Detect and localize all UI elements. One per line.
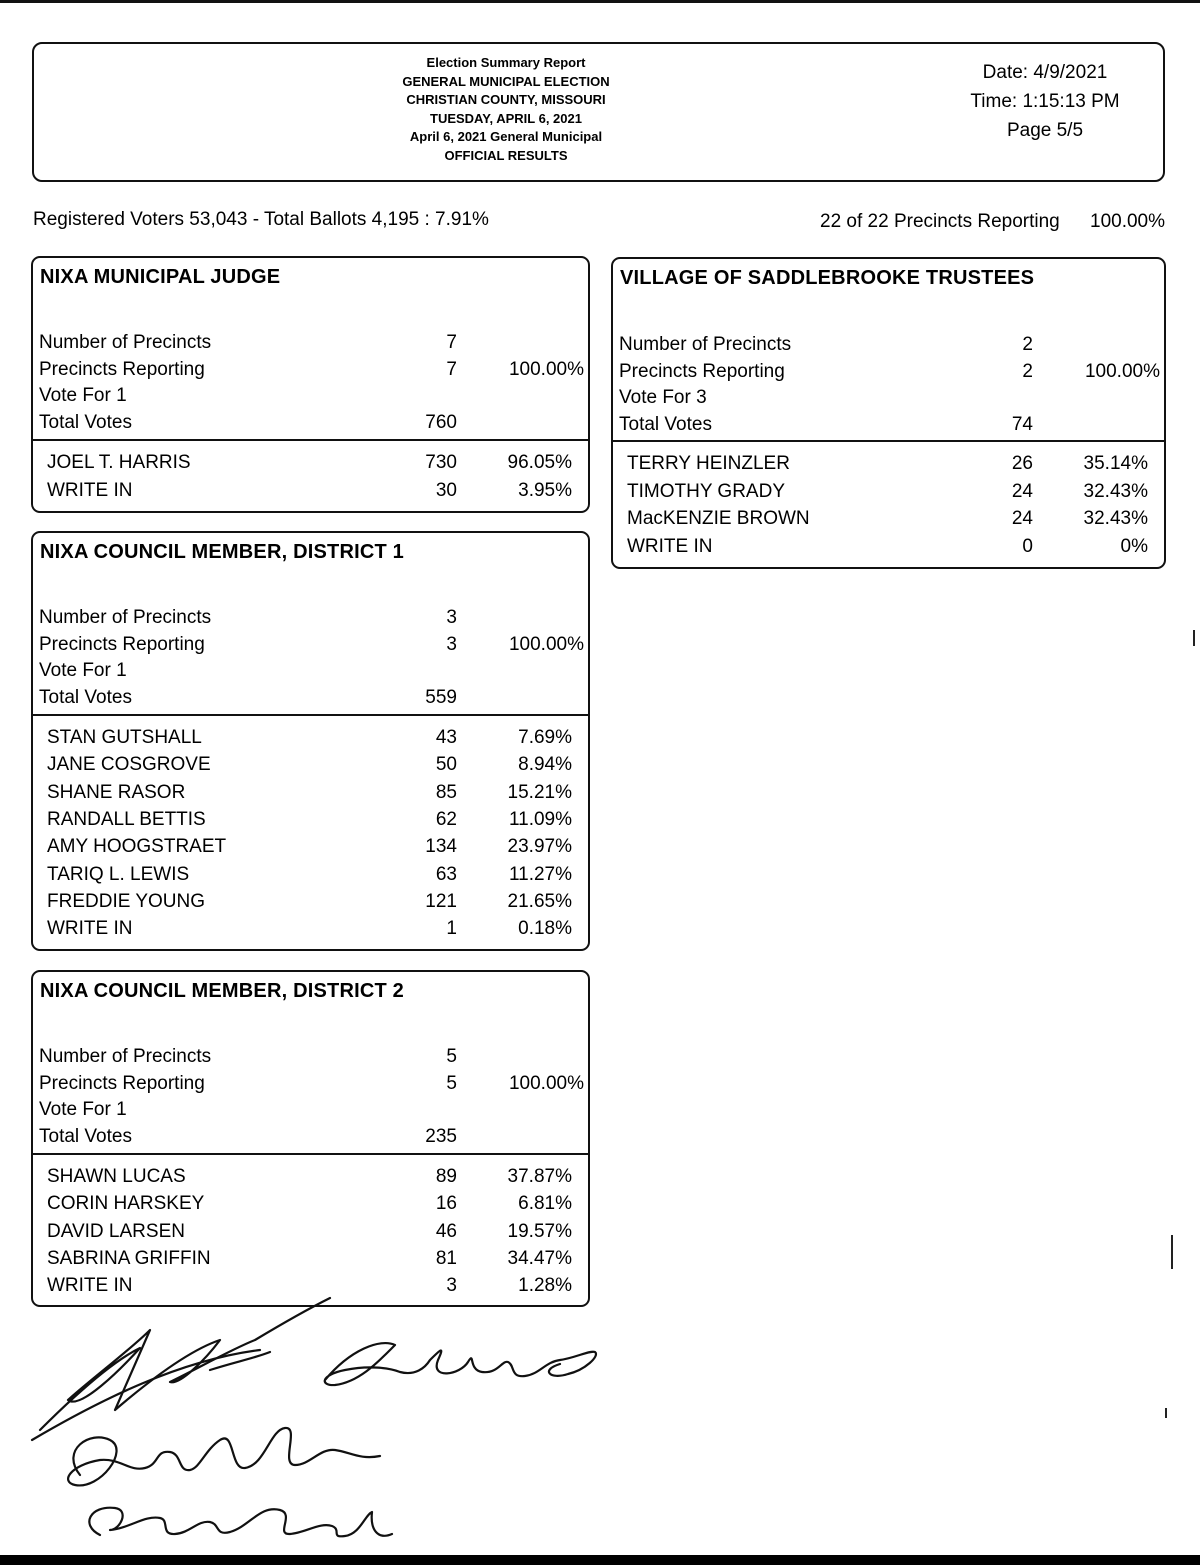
precincts-reporting-summary xyxy=(820,211,1166,233)
candidate-name: DAVID LARSEN xyxy=(47,1220,185,1242)
candidate-percent: 15.21% xyxy=(507,781,572,803)
meta-value: 2 xyxy=(1022,360,1033,382)
candidate-percent: 34.47% xyxy=(507,1247,572,1269)
candidate-percent: 7.69% xyxy=(518,727,572,748)
race-meta-row xyxy=(33,657,588,684)
candidate-name: SHANE RASOR xyxy=(47,781,186,803)
candidate-percent: 6.81% xyxy=(518,1193,572,1215)
race-title: NIXA COUNCIL MEMBER, DISTRICT 1 xyxy=(40,541,404,563)
header-line: GENERAL MUNICIPAL ELECTION xyxy=(402,73,610,89)
race-meta-row xyxy=(33,1070,588,1097)
candidate-name: SABRINA GRIFFIN xyxy=(47,1247,211,1269)
top-border-line xyxy=(0,0,1200,3)
meta-value: 760 xyxy=(425,411,457,433)
candidate-votes: 50 xyxy=(435,754,457,776)
race-divider xyxy=(33,714,588,716)
candidate-percent: 0.18% xyxy=(518,918,572,940)
header-line: April 6, 2021 General Municipal xyxy=(409,129,603,144)
candidate-percent: 23.97% xyxy=(507,836,572,858)
candidate-name: TARIQ L. LEWIS xyxy=(47,863,190,885)
race-title: NIXA MUNICIPAL JUDGE xyxy=(40,266,281,288)
meta-label: Total Votes xyxy=(619,413,712,435)
candidate-row xyxy=(613,533,1164,560)
meta-value: 5 xyxy=(446,1072,457,1094)
race-meta-row xyxy=(33,684,588,711)
candidate-votes: 85 xyxy=(435,781,457,803)
margin-mark xyxy=(1193,630,1195,646)
race-meta-row xyxy=(613,358,1164,385)
meta-label: Precincts Reporting xyxy=(39,1072,205,1094)
candidate-name: MacKENZIE BROWN xyxy=(627,508,810,529)
candidate-votes: 0 xyxy=(1022,535,1033,557)
candidate-votes: 46 xyxy=(435,1220,457,1242)
candidate-name: WRITE IN xyxy=(47,479,133,501)
race-title: NIXA COUNCIL MEMBER, DISTRICT 2 xyxy=(40,980,404,1002)
report-date: Date: 4/9/2021 xyxy=(982,62,1108,83)
header-line: CHRISTIAN COUNTY, MISSOURI xyxy=(406,92,606,107)
race-nixa-municipal-judge xyxy=(31,256,590,513)
candidate-votes: 1 xyxy=(446,918,457,940)
meta-value: 7 xyxy=(446,358,457,380)
candidate-row xyxy=(33,477,588,504)
race-meta-row xyxy=(33,382,588,409)
margin-mark xyxy=(1165,1408,1167,1418)
candidate-votes: 134 xyxy=(425,836,457,858)
candidate-name: RANDALL BETTIS xyxy=(47,808,206,830)
meta-label: Vote For 1 xyxy=(39,385,127,406)
header-line: TUESDAY, APRIL 6, 2021 xyxy=(430,110,582,126)
candidate-percent: 35.14% xyxy=(1083,453,1148,474)
candidate-row xyxy=(33,1190,588,1217)
header-line: Election Summary Report xyxy=(426,55,586,70)
race-meta-row xyxy=(33,604,588,631)
meta-percent: 100.00% xyxy=(508,1072,584,1094)
candidate-row xyxy=(33,861,588,888)
candidate-percent: 32.43% xyxy=(1083,480,1148,502)
candidate-name: WRITE IN xyxy=(47,1275,133,1297)
meta-label: Number of Precincts xyxy=(39,332,212,353)
header-line: OFFICIAL RESULTS xyxy=(444,147,568,163)
meta-label: Precincts Reporting xyxy=(39,358,205,380)
handwritten-signatures-icon xyxy=(20,1290,640,1550)
candidate-name: TERRY HEINZLER xyxy=(627,453,790,474)
candidate-percent: 8.94% xyxy=(518,754,572,776)
meta-label: Vote For 1 xyxy=(39,1099,127,1120)
candidate-row xyxy=(33,806,588,833)
candidate-votes: 81 xyxy=(435,1247,457,1269)
candidate-name: WRITE IN xyxy=(627,535,713,557)
candidate-percent: 37.87% xyxy=(507,1166,572,1187)
candidate-row xyxy=(33,915,588,942)
meta-label: Number of Precincts xyxy=(39,1046,212,1067)
meta-percent: 100.00% xyxy=(508,633,584,655)
candidate-name: AMY HOOGSTRAET xyxy=(47,836,227,858)
candidate-row xyxy=(33,833,588,860)
race-meta-row xyxy=(33,631,588,658)
margin-mark xyxy=(1171,1235,1173,1269)
candidate-votes: 63 xyxy=(435,863,457,885)
meta-value: 3 xyxy=(446,633,457,655)
candidate-votes: 16 xyxy=(435,1193,457,1215)
race-nixa-council-district-2 xyxy=(31,970,590,1307)
race-meta-row xyxy=(613,411,1164,438)
candidate-percent: 3.95% xyxy=(518,479,572,501)
meta-value: 3 xyxy=(446,607,457,628)
race-meta-row xyxy=(613,384,1164,411)
candidate-votes: 730 xyxy=(425,452,457,473)
candidate-percent: 19.57% xyxy=(507,1220,572,1242)
meta-value: 2 xyxy=(1022,334,1033,355)
candidate-row xyxy=(613,450,1164,477)
candidate-percent: 11.27% xyxy=(508,863,572,885)
meta-label: Precincts Reporting xyxy=(619,360,785,382)
meta-label: Number of Precincts xyxy=(39,607,212,628)
candidate-row xyxy=(33,888,588,915)
race-divider xyxy=(33,1153,588,1155)
candidate-votes: 24 xyxy=(1011,480,1033,502)
candidate-row xyxy=(33,1245,588,1272)
meta-value: 7 xyxy=(446,332,457,353)
candidate-votes: 121 xyxy=(425,890,457,912)
meta-label: Total Votes xyxy=(39,411,132,433)
candidate-percent: 21.65% xyxy=(507,890,572,912)
registered-voters-summary: Registered Voters 53,043 - Total Ballots 4,195 : 7.91% xyxy=(33,209,489,230)
candidate-votes: 43 xyxy=(435,727,457,748)
report-header-meta xyxy=(935,58,1155,145)
race-nixa-council-district-1 xyxy=(31,531,590,951)
meta-value: 559 xyxy=(425,686,457,708)
race-meta-row xyxy=(33,356,588,383)
report-header-title-block xyxy=(374,54,638,165)
meta-label: Precincts Reporting xyxy=(39,633,205,655)
candidate-percent: 0% xyxy=(1120,535,1148,557)
candidate-name: JANE COSGROVE xyxy=(47,754,211,776)
candidate-percent: 11.09% xyxy=(508,808,572,830)
candidate-row xyxy=(33,1218,588,1245)
candidate-votes: 3 xyxy=(446,1275,457,1297)
race-divider xyxy=(33,439,588,441)
meta-label: Total Votes xyxy=(39,686,132,708)
candidate-percent: 32.43% xyxy=(1083,508,1148,529)
candidate-name: TIMOTHY GRADY xyxy=(627,480,785,502)
candidate-row xyxy=(33,724,588,751)
candidate-name: CORIN HARSKEY xyxy=(47,1193,205,1215)
candidate-row xyxy=(613,505,1164,532)
candidate-votes: 62 xyxy=(435,808,457,830)
race-village-of-saddlebrooke-trustees xyxy=(611,257,1166,569)
candidate-row xyxy=(33,751,588,778)
candidate-votes: 30 xyxy=(435,479,457,501)
candidate-name: WRITE IN xyxy=(47,918,133,940)
precincts-reporting-pct: 100.00% xyxy=(1090,211,1166,232)
race-meta-row xyxy=(33,1096,588,1123)
race-meta-row xyxy=(33,329,588,356)
race-divider xyxy=(613,440,1164,442)
candidate-percent: 96.05% xyxy=(507,452,572,473)
report-time: Time: 1:15:13 PM xyxy=(970,91,1120,112)
page-number: Page 5/5 xyxy=(1006,120,1084,141)
report-header xyxy=(32,42,1165,182)
meta-value: 74 xyxy=(1011,413,1033,435)
race-meta-row xyxy=(33,1043,588,1070)
candidate-name: JOEL T. HARRIS xyxy=(47,452,191,473)
meta-percent: 100.00% xyxy=(508,358,584,380)
meta-label: Total Votes xyxy=(39,1125,132,1147)
race-meta-row xyxy=(33,1123,588,1150)
candidate-name: FREDDIE YOUNG xyxy=(47,890,206,912)
race-meta-row xyxy=(613,331,1164,358)
candidate-row xyxy=(33,1163,588,1190)
meta-label: Vote For 1 xyxy=(39,660,127,681)
candidate-name: SHAWN LUCAS xyxy=(47,1166,186,1187)
candidate-name: STAN GUTSHALL xyxy=(47,727,202,748)
candidate-row xyxy=(33,449,588,476)
meta-label: Number of Precincts xyxy=(619,334,792,355)
race-title: VILLAGE OF SADDLEBROOKE TRUSTEES xyxy=(620,267,1035,289)
race-meta-row xyxy=(33,409,588,436)
bottom-border-line xyxy=(0,1555,1200,1565)
precincts-reporting-text: 22 of 22 Precincts Reporting xyxy=(820,211,1060,232)
candidate-votes: 89 xyxy=(435,1166,457,1187)
candidate-row xyxy=(33,779,588,806)
candidate-votes: 26 xyxy=(1011,453,1033,474)
meta-value: 235 xyxy=(425,1125,457,1147)
meta-value: 5 xyxy=(446,1046,457,1067)
candidate-votes: 24 xyxy=(1011,508,1033,529)
candidate-percent: 1.28% xyxy=(518,1275,572,1297)
meta-label: Vote For 3 xyxy=(619,387,707,408)
meta-percent: 100.00% xyxy=(1084,360,1160,382)
candidate-row xyxy=(613,478,1164,505)
